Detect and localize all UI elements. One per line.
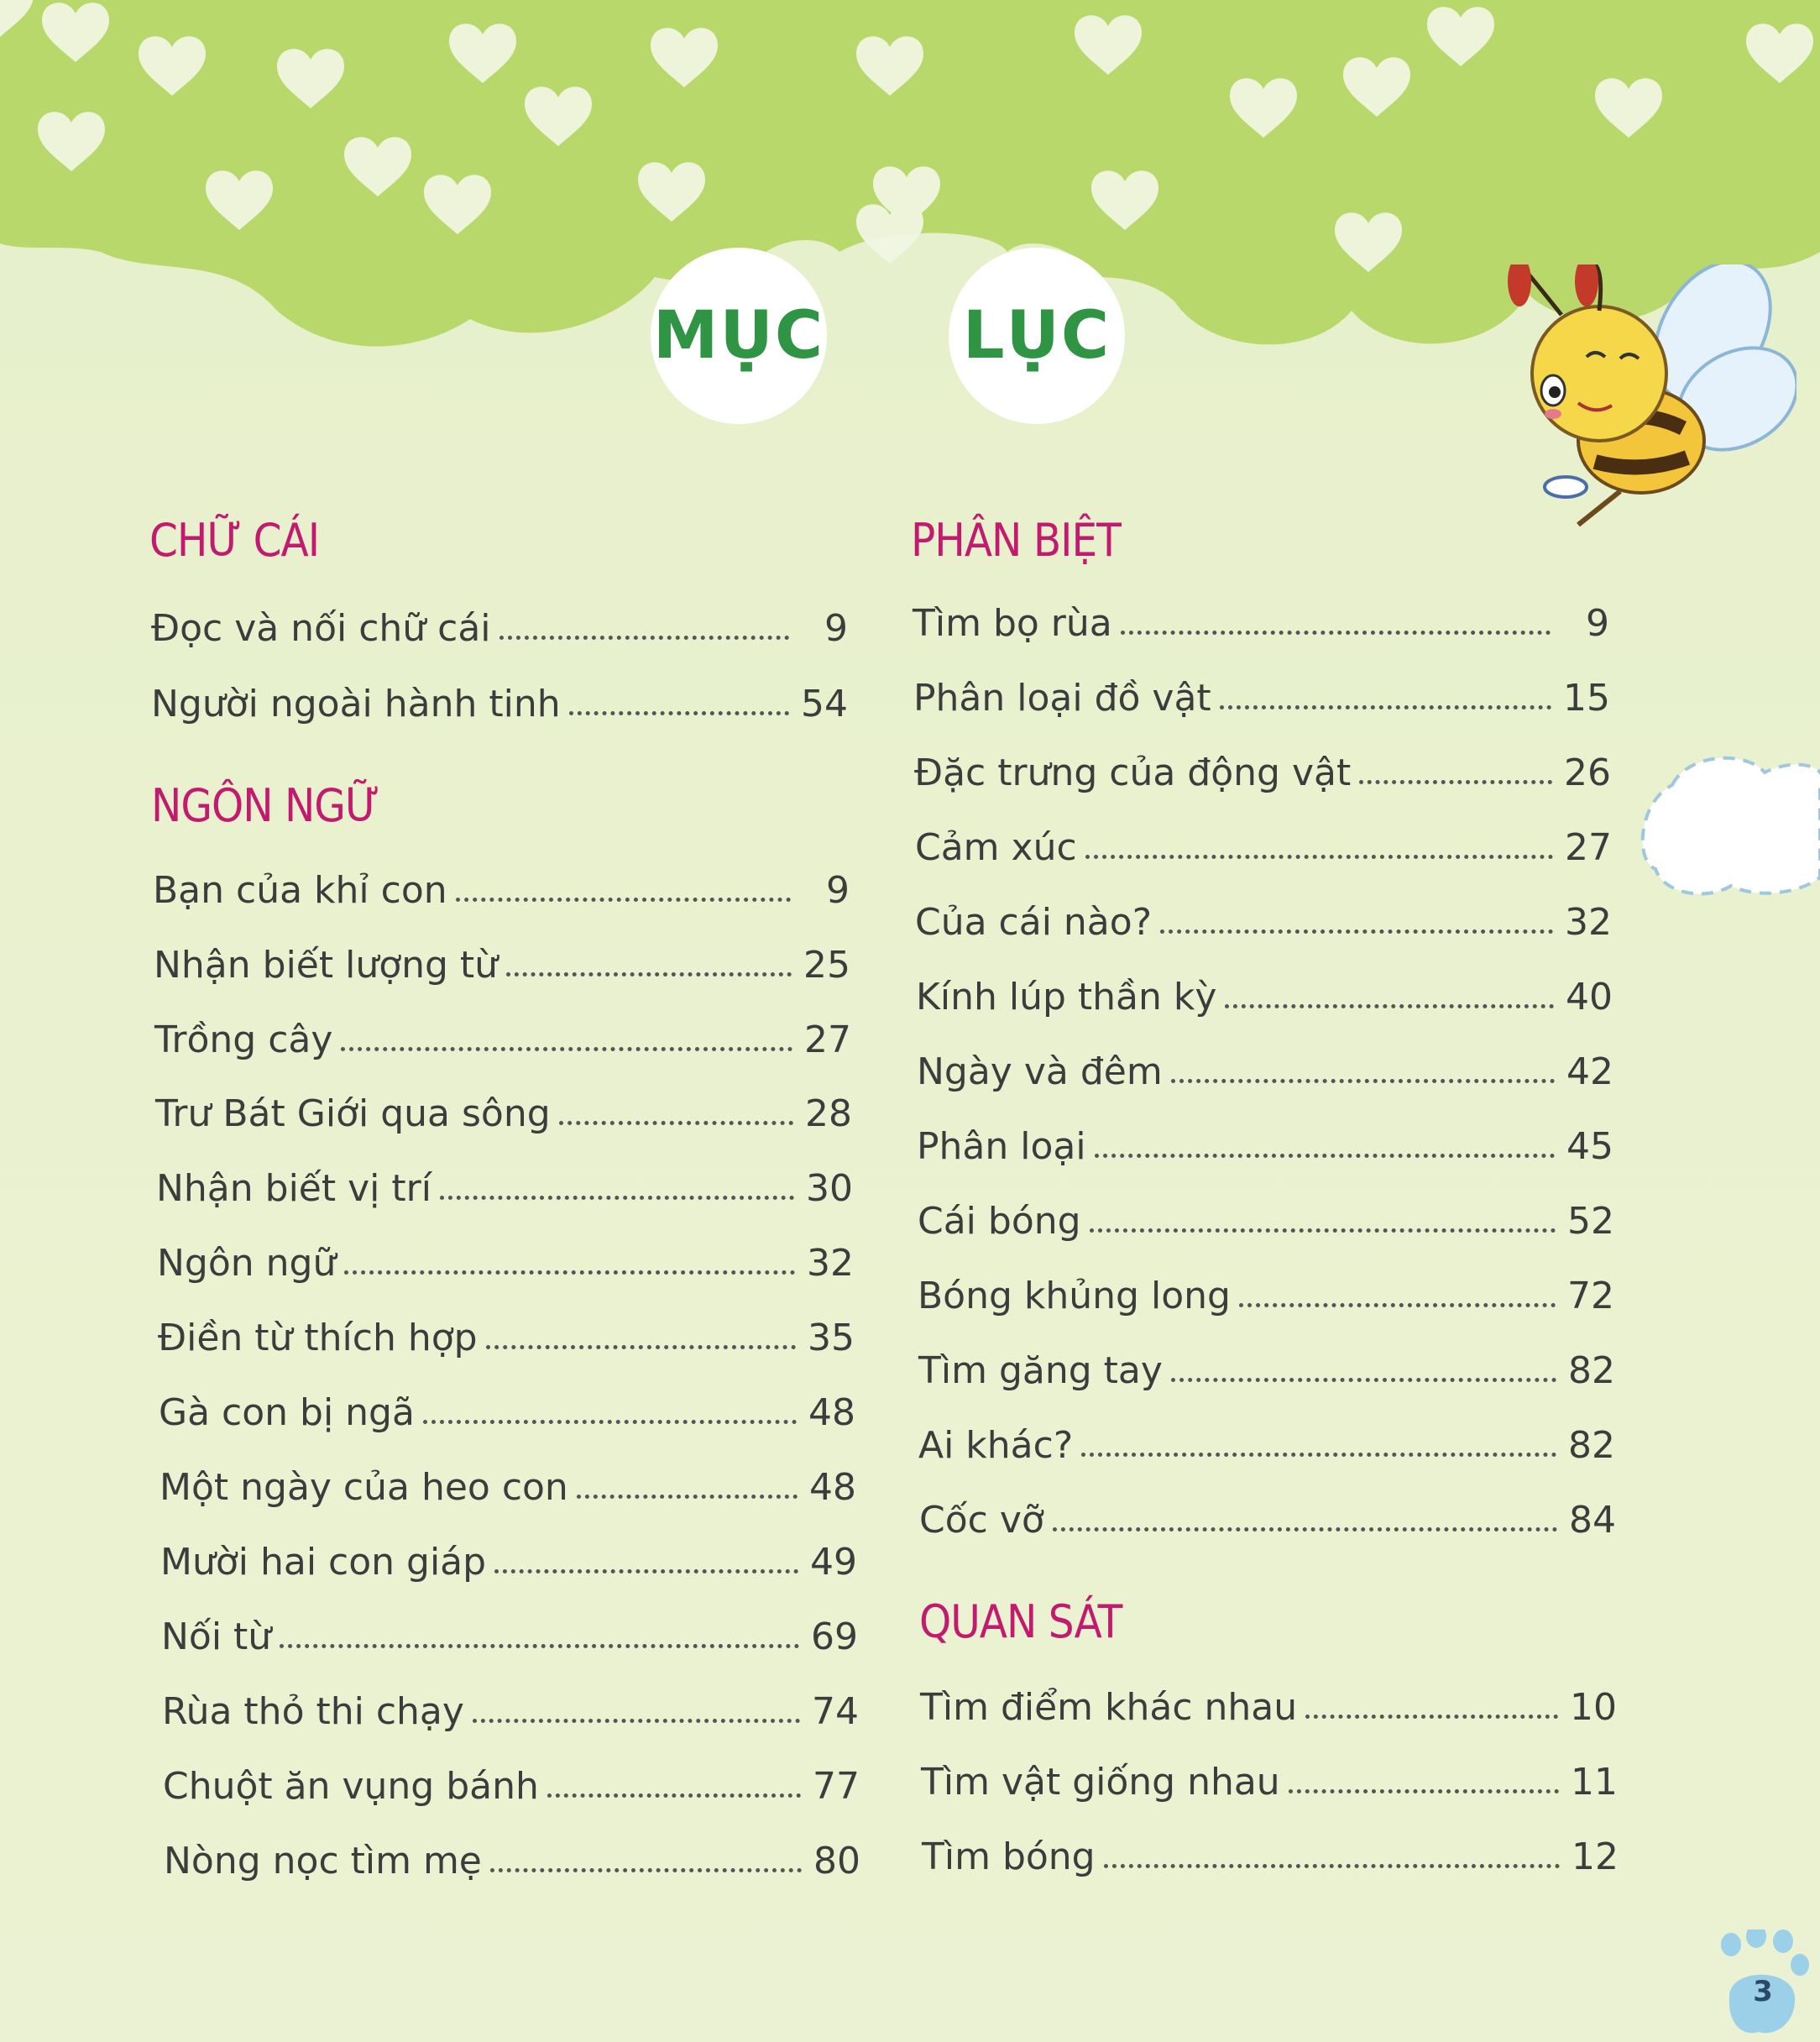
toc-entry-page: 48 [809,1465,856,1509]
toc-entry-label: Ai khác? [918,1423,1074,1467]
toc-entry[interactable] [163,1761,860,1811]
toc-entry-page: 9 [824,606,848,650]
toc-entry[interactable] [918,1196,1614,1246]
toc-entry[interactable] [915,822,1612,872]
toc-entry-page: 77 [813,1764,860,1808]
dot-leader [490,1868,802,1872]
dot-leader [486,1345,796,1349]
toc-entry[interactable] [151,678,848,729]
toc-entry[interactable] [154,1014,851,1065]
toc-entry[interactable] [922,1831,1619,1882]
toc-entry-label: Tìm điểm khác nhau [920,1685,1298,1729]
toc-entry-label: Phân loại [917,1124,1086,1168]
cloud-decoration [1639,751,1820,898]
toc-entry-label: Chuột ăn vụng bánh [163,1764,539,1808]
toc-entry-page: 9 [1586,601,1609,645]
dot-leader [494,1569,798,1573]
dot-leader [569,711,789,715]
toc-entry[interactable] [916,971,1613,1022]
dot-leader [1081,1453,1556,1457]
toc-entry-label: Tìm bọ rùa [913,601,1112,645]
toc-entry-page: 42 [1566,1050,1613,1093]
dot-leader [1085,855,1553,859]
toc-entry-label: Bóng khủng long [918,1274,1231,1317]
toc-entry-label: Một ngày của heo con [160,1465,568,1509]
toc-entry-label: Rùa thỏ thi chạy [162,1689,464,1733]
dot-leader [547,1793,801,1798]
toc-entry[interactable] [158,1312,855,1363]
toc-entry-label: Phân loại đồ vật [913,676,1211,720]
toc-entry-label: Nhận biết vị trí [156,1166,431,1210]
section-heading-quan-sat: QUAN SÁT [919,1595,1122,1648]
toc-entry-label: Nòng nọc tìm mẹ [164,1839,482,1882]
toc-entry[interactable] [913,673,1610,723]
toc-entry-page: 12 [1572,1835,1619,1878]
toc-entry[interactable] [160,1462,856,1512]
dot-leader [1359,780,1552,784]
toc-entry[interactable] [918,1345,1615,1395]
toc-entry-label: Tìm vật giống nhau [921,1760,1280,1804]
toc-entry[interactable] [914,747,1611,798]
toc-entry[interactable] [921,1757,1618,1807]
toc-entry-page: 74 [812,1689,859,1733]
toc-entry-page: 69 [811,1615,858,1658]
dot-leader [1289,1789,1559,1793]
toc-entry[interactable] [157,1238,854,1288]
toc-entry-page: 26 [1564,751,1611,794]
dot-leader [440,1196,794,1200]
dot-leader [1220,705,1551,709]
toc-entry-label: Điền từ thích hợp [158,1316,478,1359]
toc-entry-page: 80 [813,1839,860,1882]
toc-entry[interactable] [161,1611,858,1662]
toc-entry-page: 72 [1567,1274,1614,1317]
toc-entry-page: 28 [805,1092,852,1135]
dot-leader [280,1644,799,1648]
toc-entry[interactable] [164,1835,860,1886]
dot-leader [1225,1004,1554,1008]
dot-leader [1104,1864,1560,1868]
toc-entry-label: Cái bóng [918,1199,1081,1243]
toc-entry-label: Ngôn ngữ [157,1241,337,1285]
toc-entry[interactable] [154,940,850,990]
toc-entry[interactable] [153,865,850,915]
toc-entry[interactable] [159,1387,855,1437]
toc-entry-label: Trồng cây [154,1018,333,1061]
toc-entry[interactable] [160,1537,857,1587]
toc-entry-page: 10 [1570,1685,1617,1729]
dot-leader [344,1270,795,1275]
toc-entry[interactable] [918,1270,1614,1321]
toc-entry-page: 48 [808,1390,855,1434]
toc-entry-page: 35 [808,1316,855,1359]
toc-entry-label: Gà con bị ngã [159,1390,415,1434]
toc-entry-label: Của cái nào? [915,900,1153,944]
toc-entry-label: Ngày và đêm [917,1050,1163,1093]
dot-leader [1239,1303,1556,1307]
dot-leader [1305,1715,1558,1719]
toc-entry-page: 11 [1571,1760,1618,1804]
toc-entry-label: Nhận biết lượng từ [154,943,499,987]
toc-entry[interactable] [917,1046,1613,1097]
toc-entry-label: Cốc vỡ [919,1498,1044,1542]
toc-entry-page: 15 [1563,676,1610,720]
dot-leader [1090,1228,1556,1233]
toc-entry-label: Đọc và nối chữ cái [151,606,491,650]
dot-leader [1171,1378,1556,1382]
toc-entry-page: 54 [801,682,848,725]
toc-entry[interactable] [920,1682,1617,1732]
toc-entry-label: Kính lúp thần kỳ [916,975,1217,1018]
toc-entry-page: 84 [1569,1498,1616,1542]
toc-entry-page: 27 [1565,825,1612,869]
toc-entry-page: 82 [1568,1423,1615,1467]
toc-entry[interactable] [155,1088,852,1139]
toc-entry-page: 25 [803,943,850,987]
title-luc: LỤC [949,248,1125,424]
dot-leader [577,1495,798,1499]
toc-entry-label: Trư Bát Giới qua sông [155,1092,551,1135]
toc-entry[interactable] [151,603,848,653]
title-muc: MỤC [651,248,827,424]
dot-leader [341,1047,792,1051]
toc-entry-label: Bạn của khỉ con [153,868,447,912]
toc-entry-label: Cảm xúc [915,825,1077,869]
toc-entry-page: 27 [804,1018,851,1061]
dot-leader [1095,1154,1555,1158]
toc-entry[interactable] [162,1686,859,1736]
page-number: 3 [1753,1975,1773,2008]
section-heading-chu-cai: CHỮ CÁI [149,514,320,567]
toc-entry-label: Đặc trưng của động vật [914,751,1352,794]
section-heading-ngon-ngu: NGÔN NGỮ [151,779,379,832]
toc-entry-page: 52 [1567,1199,1614,1243]
toc-entry[interactable] [915,897,1612,947]
toc-entry-page: 32 [1565,900,1612,944]
dot-leader [559,1121,793,1125]
toc-entry-label: Mười hai con giáp [160,1540,487,1584]
dot-leader [456,898,791,902]
toc-entry-page: 30 [806,1166,853,1210]
toc-entry-page: 9 [826,868,850,912]
toc-entry-label: Tìm bóng [922,1835,1096,1878]
dot-leader [1171,1079,1555,1083]
toc-entry-page: 40 [1566,975,1613,1018]
toc-entry[interactable] [917,1121,1613,1171]
toc-entry-label: Người ngoài hành tinh [151,682,561,725]
toc-entry-label: Tìm găng tay [918,1348,1163,1392]
toc-entry-page: 82 [1568,1348,1615,1392]
toc-entry[interactable] [918,1420,1615,1470]
toc-entry-page: 49 [810,1540,857,1584]
section-heading-phan-biet: PHÂN BIỆT [911,514,1121,567]
dot-leader [473,1719,800,1723]
dot-leader [499,636,789,640]
dot-leader [506,972,792,976]
toc-entry[interactable] [913,598,1609,648]
dot-leader [1053,1527,1557,1532]
toc-entry-page: 45 [1566,1124,1613,1168]
dot-leader [1121,631,1551,635]
toc-entry-label: Nối từ [161,1615,272,1658]
toc-entry[interactable] [919,1495,1616,1545]
toc-entry-page: 32 [807,1241,854,1285]
dot-leader [423,1420,797,1424]
toc-entry[interactable] [156,1163,853,1213]
bee-illustration [1461,264,1796,533]
dot-leader [1160,929,1553,934]
